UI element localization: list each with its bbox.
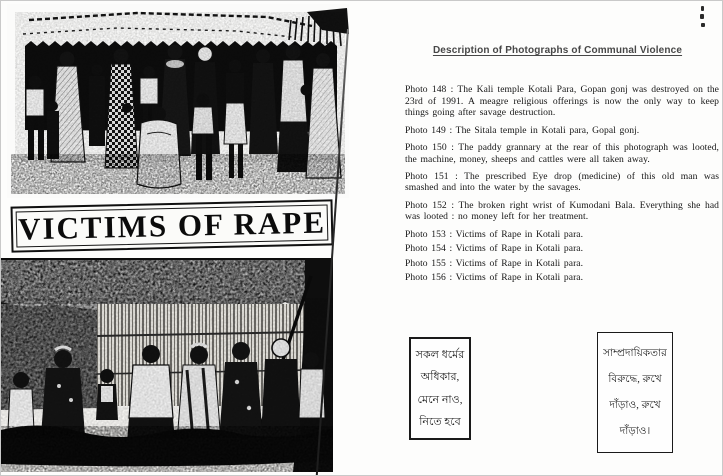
photo-entry-156: Photo 156 : Victims of Rape in Kotali para. — [405, 272, 584, 284]
victims-banner-inner-frame — [16, 204, 329, 247]
photo-description-list — [405, 84, 719, 287]
poster-line: সকল ধর্মের — [415, 349, 465, 362]
poster-line: সাম্প্রদায়িকতার — [603, 347, 667, 359]
poster-line: দাঁড়াও। — [619, 425, 651, 437]
photo-entry-148: Photo 148 : The Kali temple Kotali Para, Gopan gonj was destroyed on the 23rd of 1991. A meagre religious offerings is now the only way to keep things going after savage destruction. — [405, 84, 719, 119]
photo-entry-152: Photo 152 : The broken right wrist of Kumodani Bala. Everything she had was looted : no money left for her treatment. — [405, 199, 719, 223]
poster-line: দাঁড়াও, রুখে — [609, 399, 661, 411]
photo-entry-150: Photo 150 : The paddy grannary at the rear of this photograph was looted, the machine, money, sheeps and cattles were all taken away. — [405, 141, 719, 165]
poster-line: মেনে নাও, — [417, 393, 463, 406]
photo-entry-154: Photo 154 : Victims of Rape in Kotali para. — [405, 243, 584, 255]
bengali-slogan-poster-left — [409, 337, 471, 440]
photo-entry-151: Photo 151 : The prescribed Eye drop (medicine) of this old man was smashed and into the water by the savages. — [405, 170, 719, 194]
photo-entry-149: Photo 149 : The Sitala temple in Kotali para, Gopal gonj. — [405, 124, 640, 136]
bengali-slogan-poster-right — [597, 332, 673, 453]
poster-line: নিতে হবে — [419, 415, 461, 428]
poster-line: বিরুদ্ধে, রুখে — [608, 373, 662, 385]
standing-group-photo — [7, 4, 349, 198]
poster-line: অধিকার, — [420, 371, 460, 384]
scan-speck — [700, 14, 704, 19]
left-page — [1, 1, 361, 476]
page-title: Description of Photographs of Communal Violence — [432, 45, 683, 56]
seated-group-photo — [1, 258, 333, 472]
photo-entry-155: Photo 155 : Victims of Rape in Kotali para. — [405, 257, 584, 269]
scan-speck — [701, 23, 705, 27]
victims-banner — [11, 199, 334, 252]
banner-title: VICTIMS OF RAPE — [17, 204, 327, 247]
scan-speck — [701, 6, 704, 11]
photo-entry-153: Photo 153 : Victims of Rape in Kotali para. — [405, 228, 584, 240]
